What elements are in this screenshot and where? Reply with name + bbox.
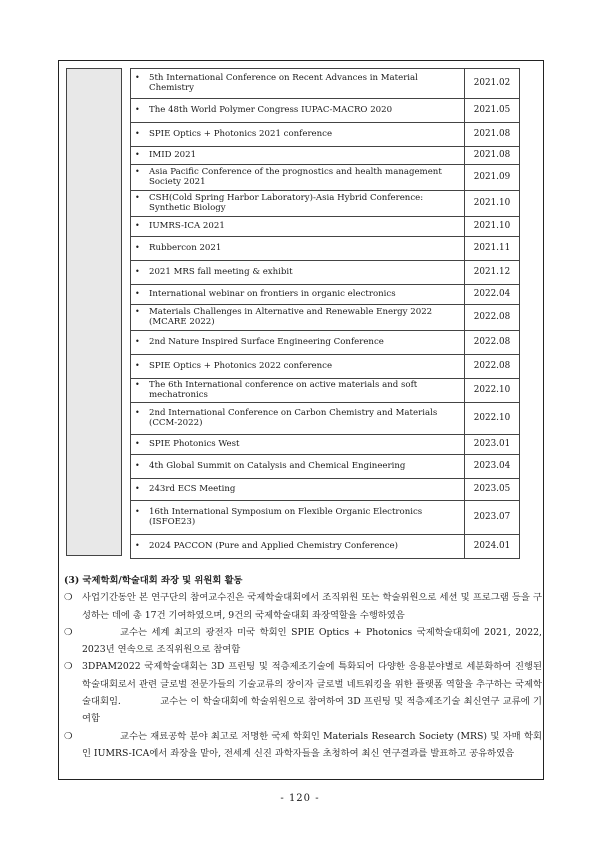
- activity-text: 사업기간동안 본 연구단의 참여교수진은 국제학술대회에서 조직위원 또는 학술위원으로 세션 및 프로그램 등을 구성하는 데에 총 17건 기여하였으며, 9건의 국제학술대회 좌장역할을 수행하였음: [82, 592, 542, 621]
- conference-row: [131, 455, 520, 479]
- conference-name: 16th International Symposium on Flexible Organic Electronics (ISFOE23): [149, 507, 423, 527]
- conference-row: [131, 305, 520, 331]
- conference-cell: [131, 355, 465, 379]
- conference-name: 2nd Nature Inspired Surface Engineering Conference: [149, 336, 384, 347]
- conference-cell: [131, 479, 465, 501]
- conference-cell: [131, 261, 465, 285]
- conference-date: 2022.10: [465, 379, 520, 403]
- bullet-marker: ❍: [64, 661, 73, 673]
- bullet-marker: ❍: [64, 730, 73, 742]
- bullet-icon: •: [135, 149, 140, 159]
- bullet-icon: •: [135, 104, 140, 114]
- bullet-icon: •: [135, 360, 140, 370]
- conference-date: 2022.08: [465, 331, 520, 355]
- conference-row: [131, 217, 520, 237]
- activity-item: [64, 589, 542, 624]
- bullet-icon: •: [135, 242, 140, 252]
- conference-row: [131, 123, 520, 147]
- bullet-icon: •: [135, 507, 140, 517]
- conference-name: The 48th World Polymer Congress IUPAC-MACRO 2020: [149, 104, 393, 115]
- conference-row: [131, 237, 520, 261]
- conference-cell: [131, 455, 465, 479]
- conference-date: 2022.10: [465, 403, 520, 435]
- bullet-icon: •: [135, 460, 140, 470]
- conference-name: IUMRS-ICA 2021: [149, 220, 225, 231]
- conference-cell: [131, 69, 465, 99]
- bullet-icon: •: [135, 167, 140, 177]
- conference-row: [131, 331, 520, 355]
- bullet-icon: •: [135, 307, 140, 317]
- conference-date: 2023.04: [465, 455, 520, 479]
- conference-name: SPIE Photonics West: [149, 438, 240, 449]
- activity-text: 교수는 재료공학 분야 최고로 저명한 국제 학회인 Materials Research Society (MRS) 및 자매 학회인 IUMRS-ICA에서 좌장을 맡아, 전세계 신진 과학자들을 초청하여 최신 연구결과를 발표하고 공유하였음: [82, 730, 542, 759]
- bullet-icon: •: [135, 193, 140, 203]
- conference-cell: [131, 99, 465, 123]
- conference-cell: [131, 435, 465, 455]
- conference-name: SPIE Optics + Photonics 2022 conference: [149, 360, 333, 371]
- activity-item: [64, 728, 542, 763]
- conference-cell: [131, 535, 465, 559]
- conference-row: [131, 191, 520, 217]
- conference-cell: [131, 403, 465, 435]
- bullet-marker: ❍: [64, 592, 73, 604]
- conference-name: 4th Global Summit on Catalysis and Chemical Engineering: [149, 460, 406, 471]
- conference-table: [130, 68, 520, 559]
- bullet-icon: •: [135, 288, 140, 298]
- page-number: - 120 -: [280, 793, 320, 804]
- conference-name: The 6th International conference on active materials and soft mechatronics: [149, 380, 418, 400]
- bullet-icon: •: [135, 73, 140, 83]
- conference-cell: [131, 123, 465, 147]
- conference-cell: [131, 191, 465, 217]
- conference-name: IMID 2021: [149, 149, 197, 160]
- conference-cell: [131, 501, 465, 535]
- bullet-icon: •: [135, 438, 140, 448]
- bullet-icon: •: [135, 266, 140, 276]
- bullet-icon: •: [135, 380, 140, 390]
- conference-row: [131, 69, 520, 99]
- conference-name: Rubbercon 2021: [149, 242, 222, 253]
- conference-row: [131, 435, 520, 455]
- conference-row: [131, 479, 520, 501]
- bullet-marker: ❍: [64, 626, 73, 638]
- conference-cell: [131, 331, 465, 355]
- activity-item: [64, 658, 542, 727]
- conference-name: CSH(Cold Spring Harbor Laboratory)-Asia Hybrid Conference: Synthetic Biology: [149, 193, 424, 213]
- conference-cell: [131, 147, 465, 165]
- conference-row: [131, 403, 520, 435]
- category-column: [66, 68, 122, 556]
- conference-date: 2023.01: [465, 435, 520, 455]
- conference-date: 2021.08: [465, 123, 520, 147]
- conference-date: 2021.11: [465, 237, 520, 261]
- conference-cell: [131, 165, 465, 191]
- conference-row: [131, 379, 520, 403]
- conference-row: [131, 285, 520, 305]
- conference-date: 2024.01: [465, 535, 520, 559]
- bullet-icon: •: [135, 483, 140, 493]
- committee-activities-section: [64, 572, 542, 762]
- conference-cell: [131, 285, 465, 305]
- section-heading: (3) 국제학회/학술대회 좌장 및 위원회 활동: [64, 575, 243, 586]
- conference-cell: [131, 305, 465, 331]
- conference-date: 2021.12: [465, 261, 520, 285]
- conference-name: International webinar on frontiers in organic electronics: [149, 288, 396, 299]
- conference-date: 2022.08: [465, 305, 520, 331]
- conference-row: [131, 261, 520, 285]
- conference-row: [131, 355, 520, 379]
- activity-text: 교수는 세계 최고의 광전자 미국 학회인 SPIE Optics + Photonics 국제학술대회에 2021, 2022, 2023년 연속으로 조직위원으로 참여함: [82, 626, 542, 656]
- conference-date: 2021.08: [465, 147, 520, 165]
- bullet-icon: •: [135, 408, 140, 418]
- conference-row: [131, 165, 520, 191]
- conference-date: 2023.05: [465, 479, 520, 501]
- conference-row: [131, 501, 520, 535]
- bullet-icon: •: [135, 128, 140, 138]
- conference-date: 2022.04: [465, 285, 520, 305]
- conference-date: 2021.02: [465, 69, 520, 99]
- conference-date: 2022.08: [465, 355, 520, 379]
- conference-row: [131, 99, 520, 123]
- bullet-icon: •: [135, 540, 140, 550]
- conference-row: [131, 535, 520, 559]
- bullet-icon: •: [135, 336, 140, 346]
- conference-date: 2021.10: [465, 217, 520, 237]
- conference-name: Materials Challenges in Alternative and Renewable Energy 2022 (MCARE 2022): [149, 307, 433, 327]
- conference-date: 2021.05: [465, 99, 520, 123]
- conference-row: [131, 147, 520, 165]
- conference-date: 2021.10: [465, 191, 520, 217]
- activity-item: [64, 624, 542, 659]
- conference-cell: [131, 379, 465, 403]
- conference-name: 2021 MRS fall meeting & exhibit: [149, 266, 293, 277]
- conference-cell: [131, 217, 465, 237]
- conference-date: 2023.07: [465, 501, 520, 535]
- conference-name: 2nd International Conference on Carbon Chemistry and Materials (CCM-2022): [149, 408, 438, 428]
- conference-name: 243rd ECS Meeting: [149, 483, 236, 494]
- conference-date: 2021.09: [465, 165, 520, 191]
- conference-name: SPIE Optics + Photonics 2021 conference: [149, 128, 333, 139]
- conference-cell: [131, 237, 465, 261]
- bullet-icon: •: [135, 220, 140, 230]
- conference-name: 5th International Conference on Recent Advances in Material Chemistry: [149, 73, 418, 93]
- conference-name: Asia Pacific Conference of the prognostics and health management Society 2021: [149, 167, 442, 187]
- activity-text: 3DPAM2022 국제학술대회는 3D 프린팅 및 적층제조기술에 특화되어 다양한 응용분야별로 세분화하여 진행된 학술대회로서 관련 글로벌 전문가들의 기술교류의 장이자 글로벌 네트워킹을 위한 플랫폼 역할을 추구하는 국제학술대회임. 교수는 이 학술대회에 학술위원으로 참여하여 3D 프린팅 및 적층제조기술 최신연구 교류에 기여함: [82, 661, 542, 725]
- conference-name: 2024 PACCON (Pure and Applied Chemistry Conference): [149, 540, 398, 551]
